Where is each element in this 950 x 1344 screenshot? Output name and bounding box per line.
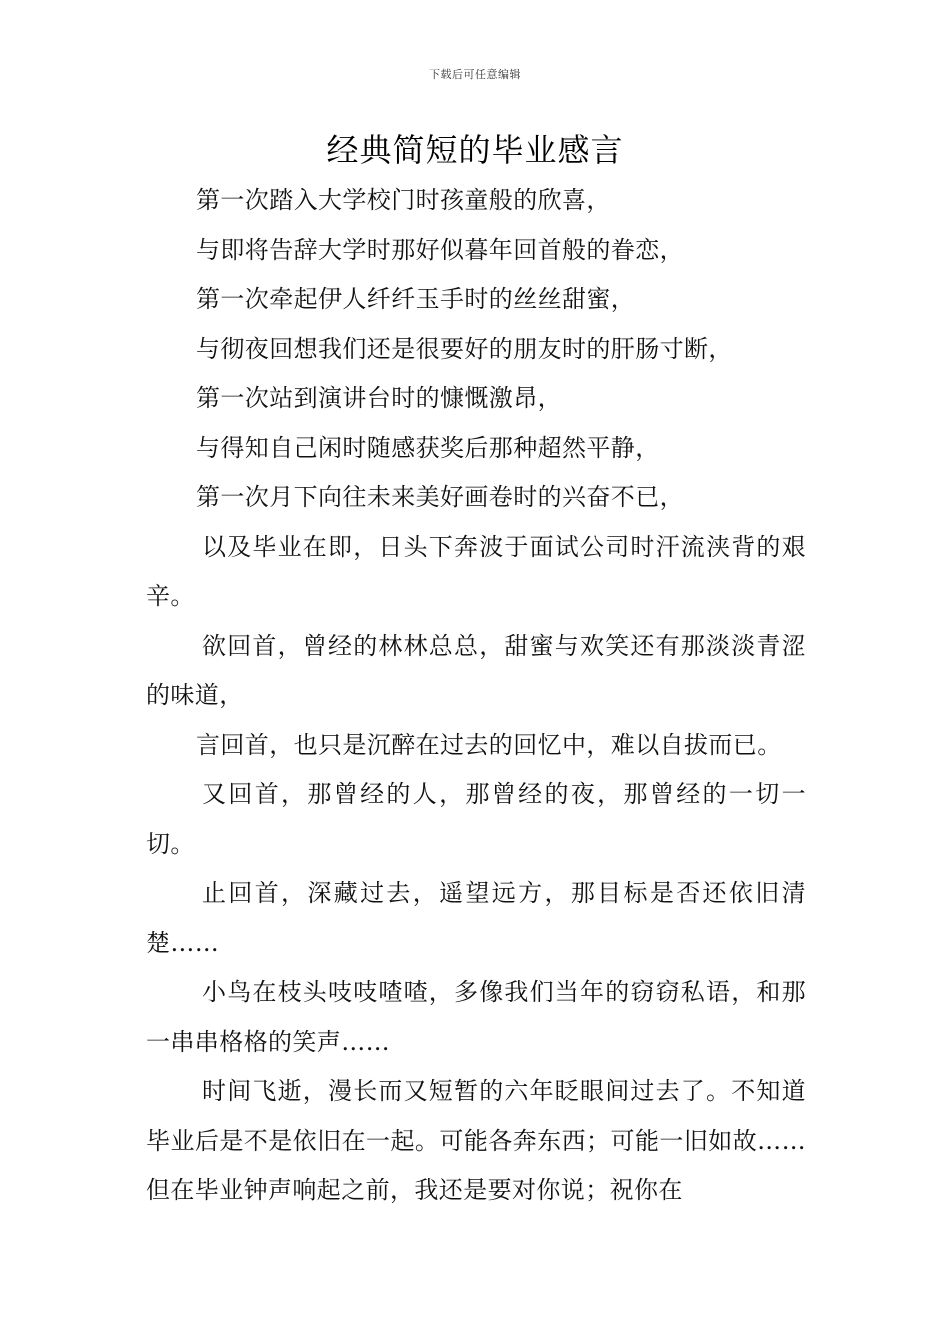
verse-line: 与即将告辞大学时那好似暮年回首般的眷恋，: [196, 235, 684, 264]
verse-line: 第一次牵起伊人纤纤玉手时的丝丝甜蜜，: [196, 285, 636, 313]
paragraph: 止回首，深藏过去，遥望远方，那目标是否还依旧清楚……: [146, 879, 806, 957]
paragraph: 欲回首，曾经的林林总总，甜蜜与欢笑还有那淡淡青涩的味道，: [146, 631, 806, 709]
document-body: [146, 176, 806, 1216]
paragraph: 时间飞逝，漫长而又短暂的六年眨眼间过去了。不知道毕业后是不是依旧在一起。可能各奔东西；可能一旧如故……但在毕业钟声响起之前，我还是要对你说；祝你在: [146, 1077, 806, 1204]
verse-line: 第一次站到演讲台时的慷慨激昂，: [196, 384, 562, 412]
header-note: 下载后可任意编辑: [429, 68, 521, 81]
verse-line: 第一次月下向往未来美好画卷时的兴奋不已，: [196, 483, 684, 511]
verse-line: 第一次踏入大学校门时孩童般的欣喜，: [196, 186, 611, 214]
document-title: 经典简短的毕业感言: [326, 131, 624, 169]
verse-line: 与彻夜回想我们还是很要好的朋友时的肝肠寸断，: [196, 334, 733, 363]
paragraph: 言回首，也只是沉醉在过去的回忆中，难以自拔而已。: [196, 730, 782, 759]
paragraph: 又回首，那曾经的人，那曾经的夜，那曾经的一切一切。: [146, 780, 806, 858]
paragraph: 小鸟在枝头吱吱喳喳，多像我们当年的窃窃私语，和那一串串格格的笑声……: [146, 978, 806, 1056]
paragraph: 以及毕业在即，日头下奔波于面试公司时汗流浃背的艰辛。: [146, 532, 806, 610]
verse-line: 与得知自己闲时随感获奖后那种超然平静，: [196, 433, 660, 462]
